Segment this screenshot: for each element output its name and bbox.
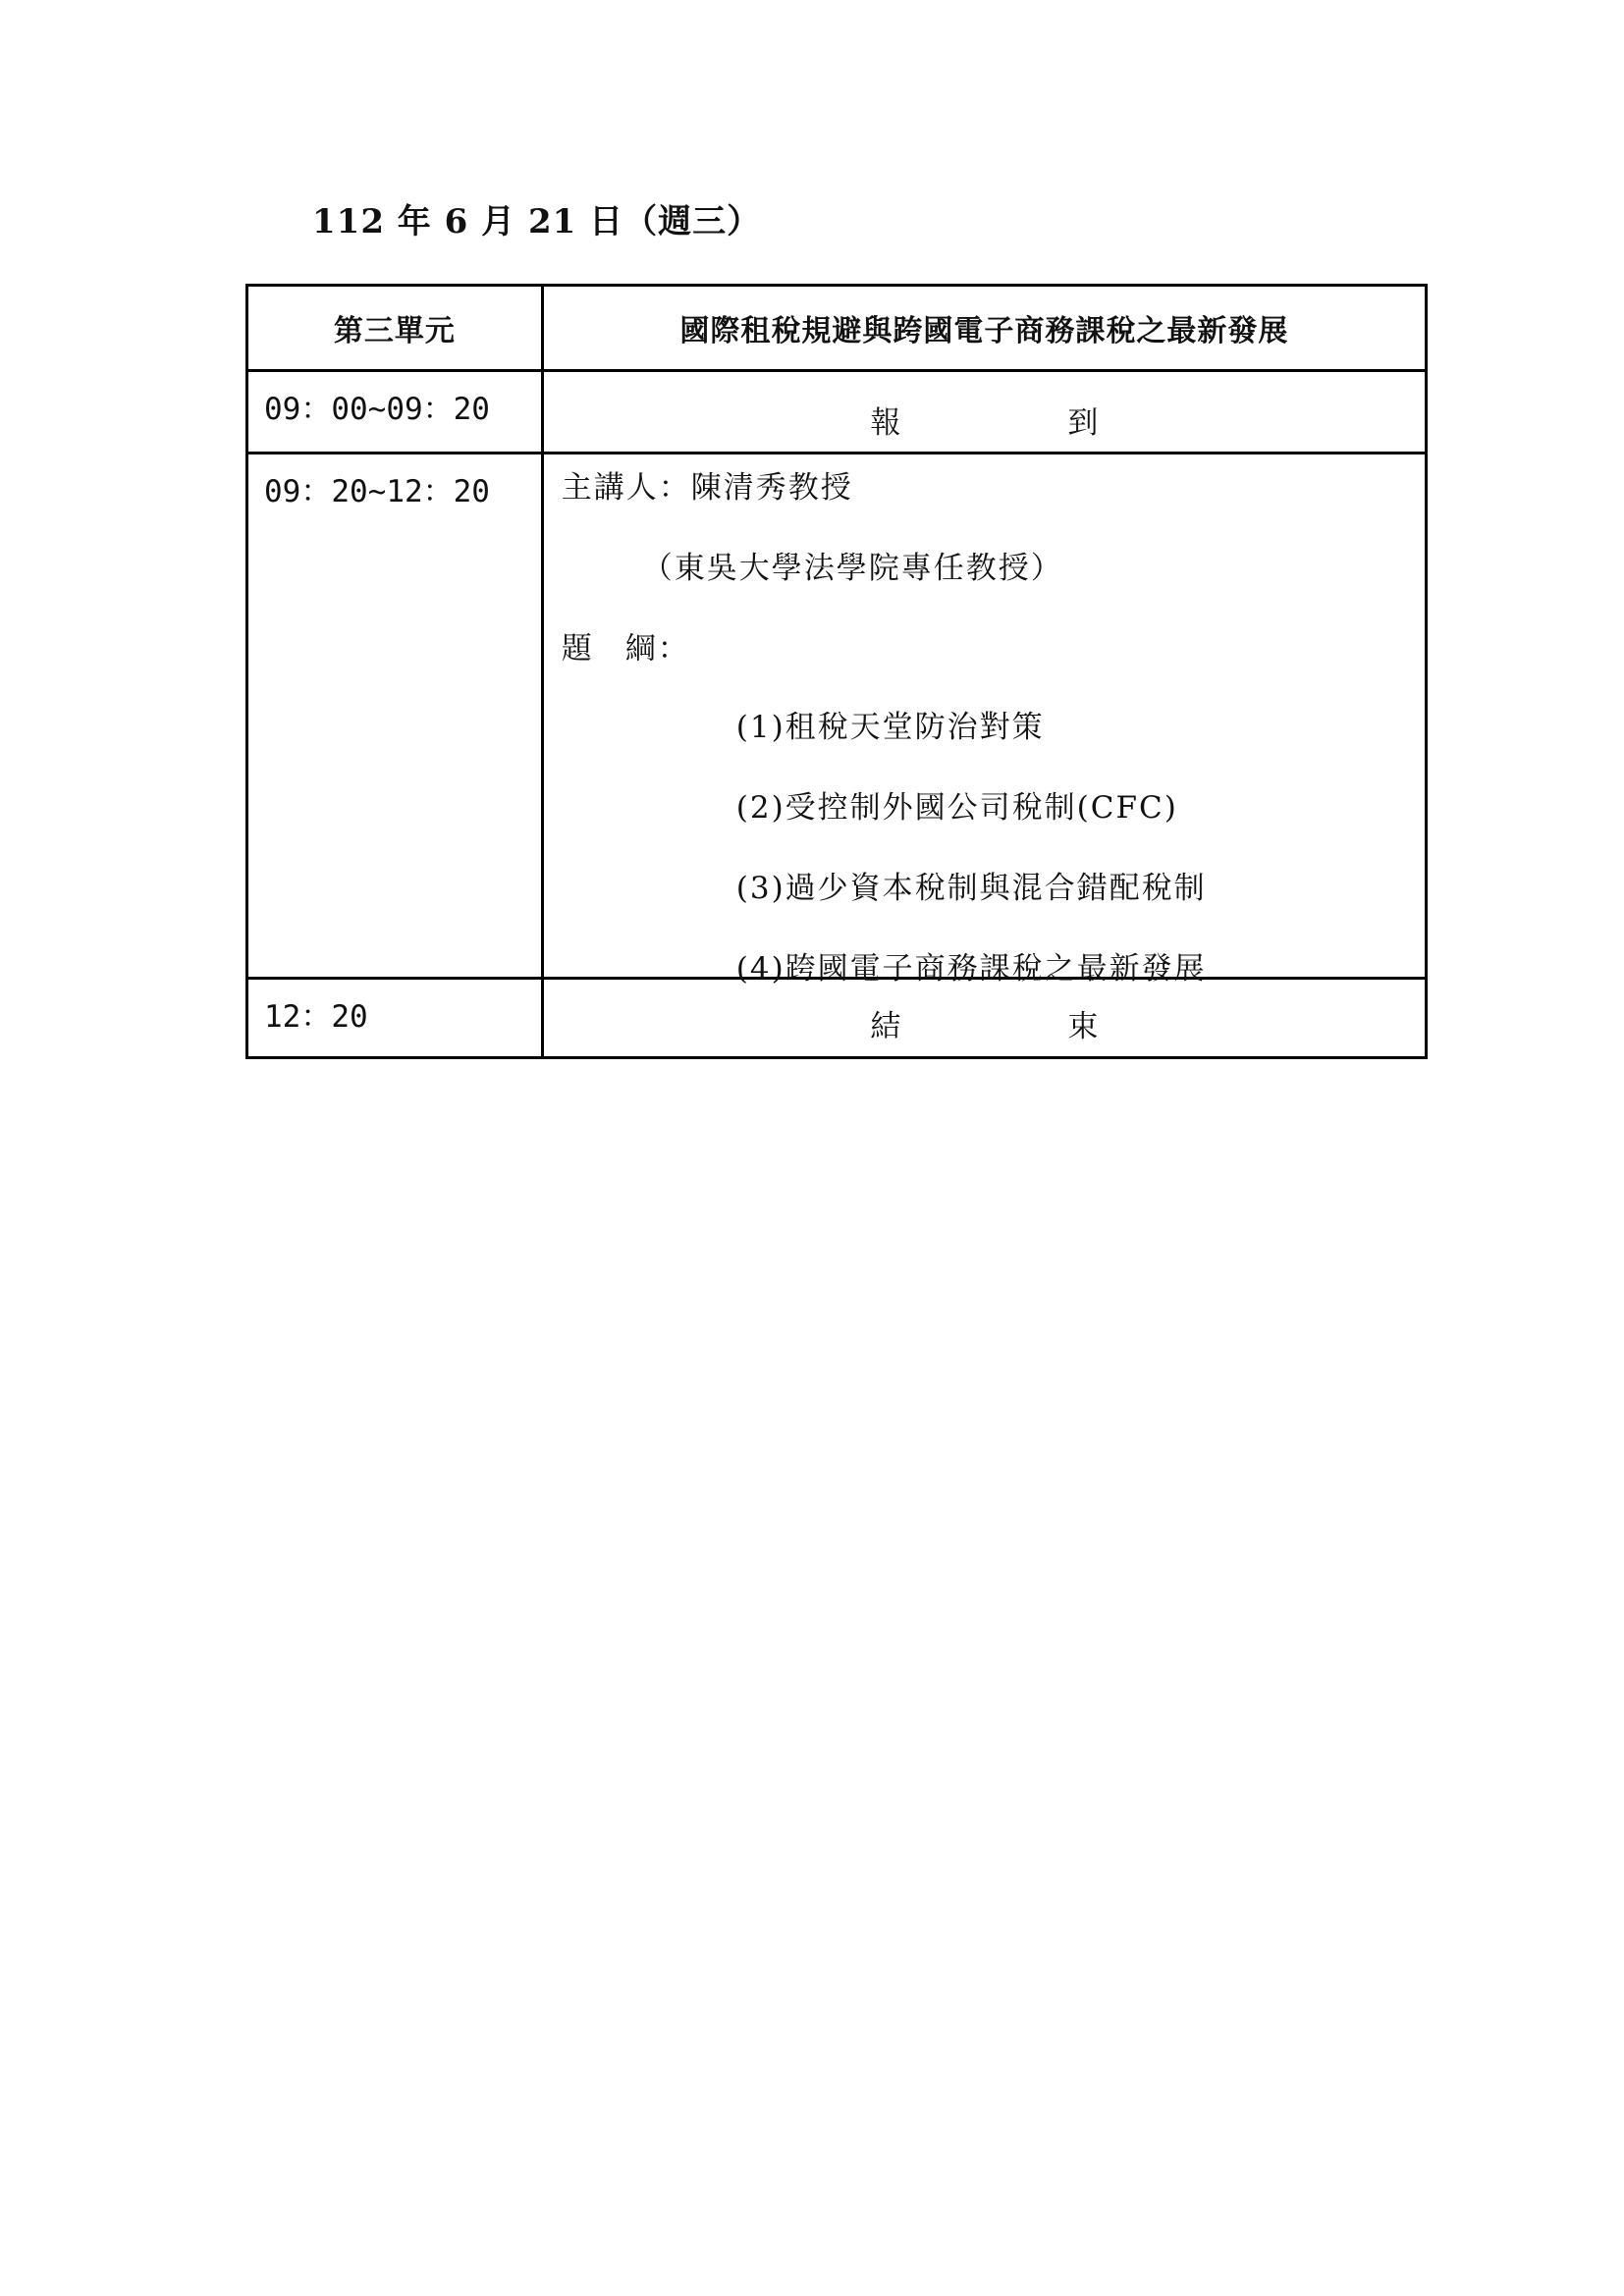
session-content-cell (542, 454, 1426, 987)
checkin-content-cell (542, 371, 1426, 454)
end-label: 結束 (870, 1009, 1266, 1044)
speaker-line: 主講人：陳清秀教授 (561, 470, 853, 506)
speaker-affiliation: （東吳大學法學院專任教授） (641, 551, 1063, 586)
outline-item: (2)受控制外國公司稅制(CFC) (735, 790, 1178, 826)
date-heading: 112 年 6 月 21 日（週三） (312, 202, 762, 241)
outline-label-b: 綱： (624, 631, 690, 667)
session-time: 09：20~12：20 (264, 474, 490, 509)
outline-label (562, 623, 690, 667)
schedule-table (245, 284, 1428, 1059)
checkin-time-cell (247, 371, 543, 454)
end-time: 12：20 (264, 999, 368, 1035)
session-details (544, 454, 1425, 987)
checkin-time: 09：00~09：20 (264, 392, 490, 427)
outline-item: (4)跨國電子商務課稅之最新發展 (735, 951, 1207, 987)
end-time-cell (247, 979, 543, 1058)
table-row-end (247, 979, 1427, 1058)
table-header-row (247, 286, 1427, 371)
table-row-checkin (247, 371, 1427, 454)
outline-item: (3)過少資本稅制與混合錯配稅制 (735, 871, 1207, 906)
outline-item: (1)租稅天堂防治對策 (735, 710, 1045, 745)
table-row-session (247, 454, 1427, 979)
unit-title: 國際租稅規避與跨國電子商務課稅之最新發展 (542, 286, 1426, 371)
session-time-cell (247, 454, 543, 979)
outline-label-a: 題 (561, 631, 594, 667)
end-content-cell (542, 979, 1426, 1058)
checkin-label: 報到 (870, 405, 1266, 441)
unit-label: 第三單元 (247, 286, 543, 371)
